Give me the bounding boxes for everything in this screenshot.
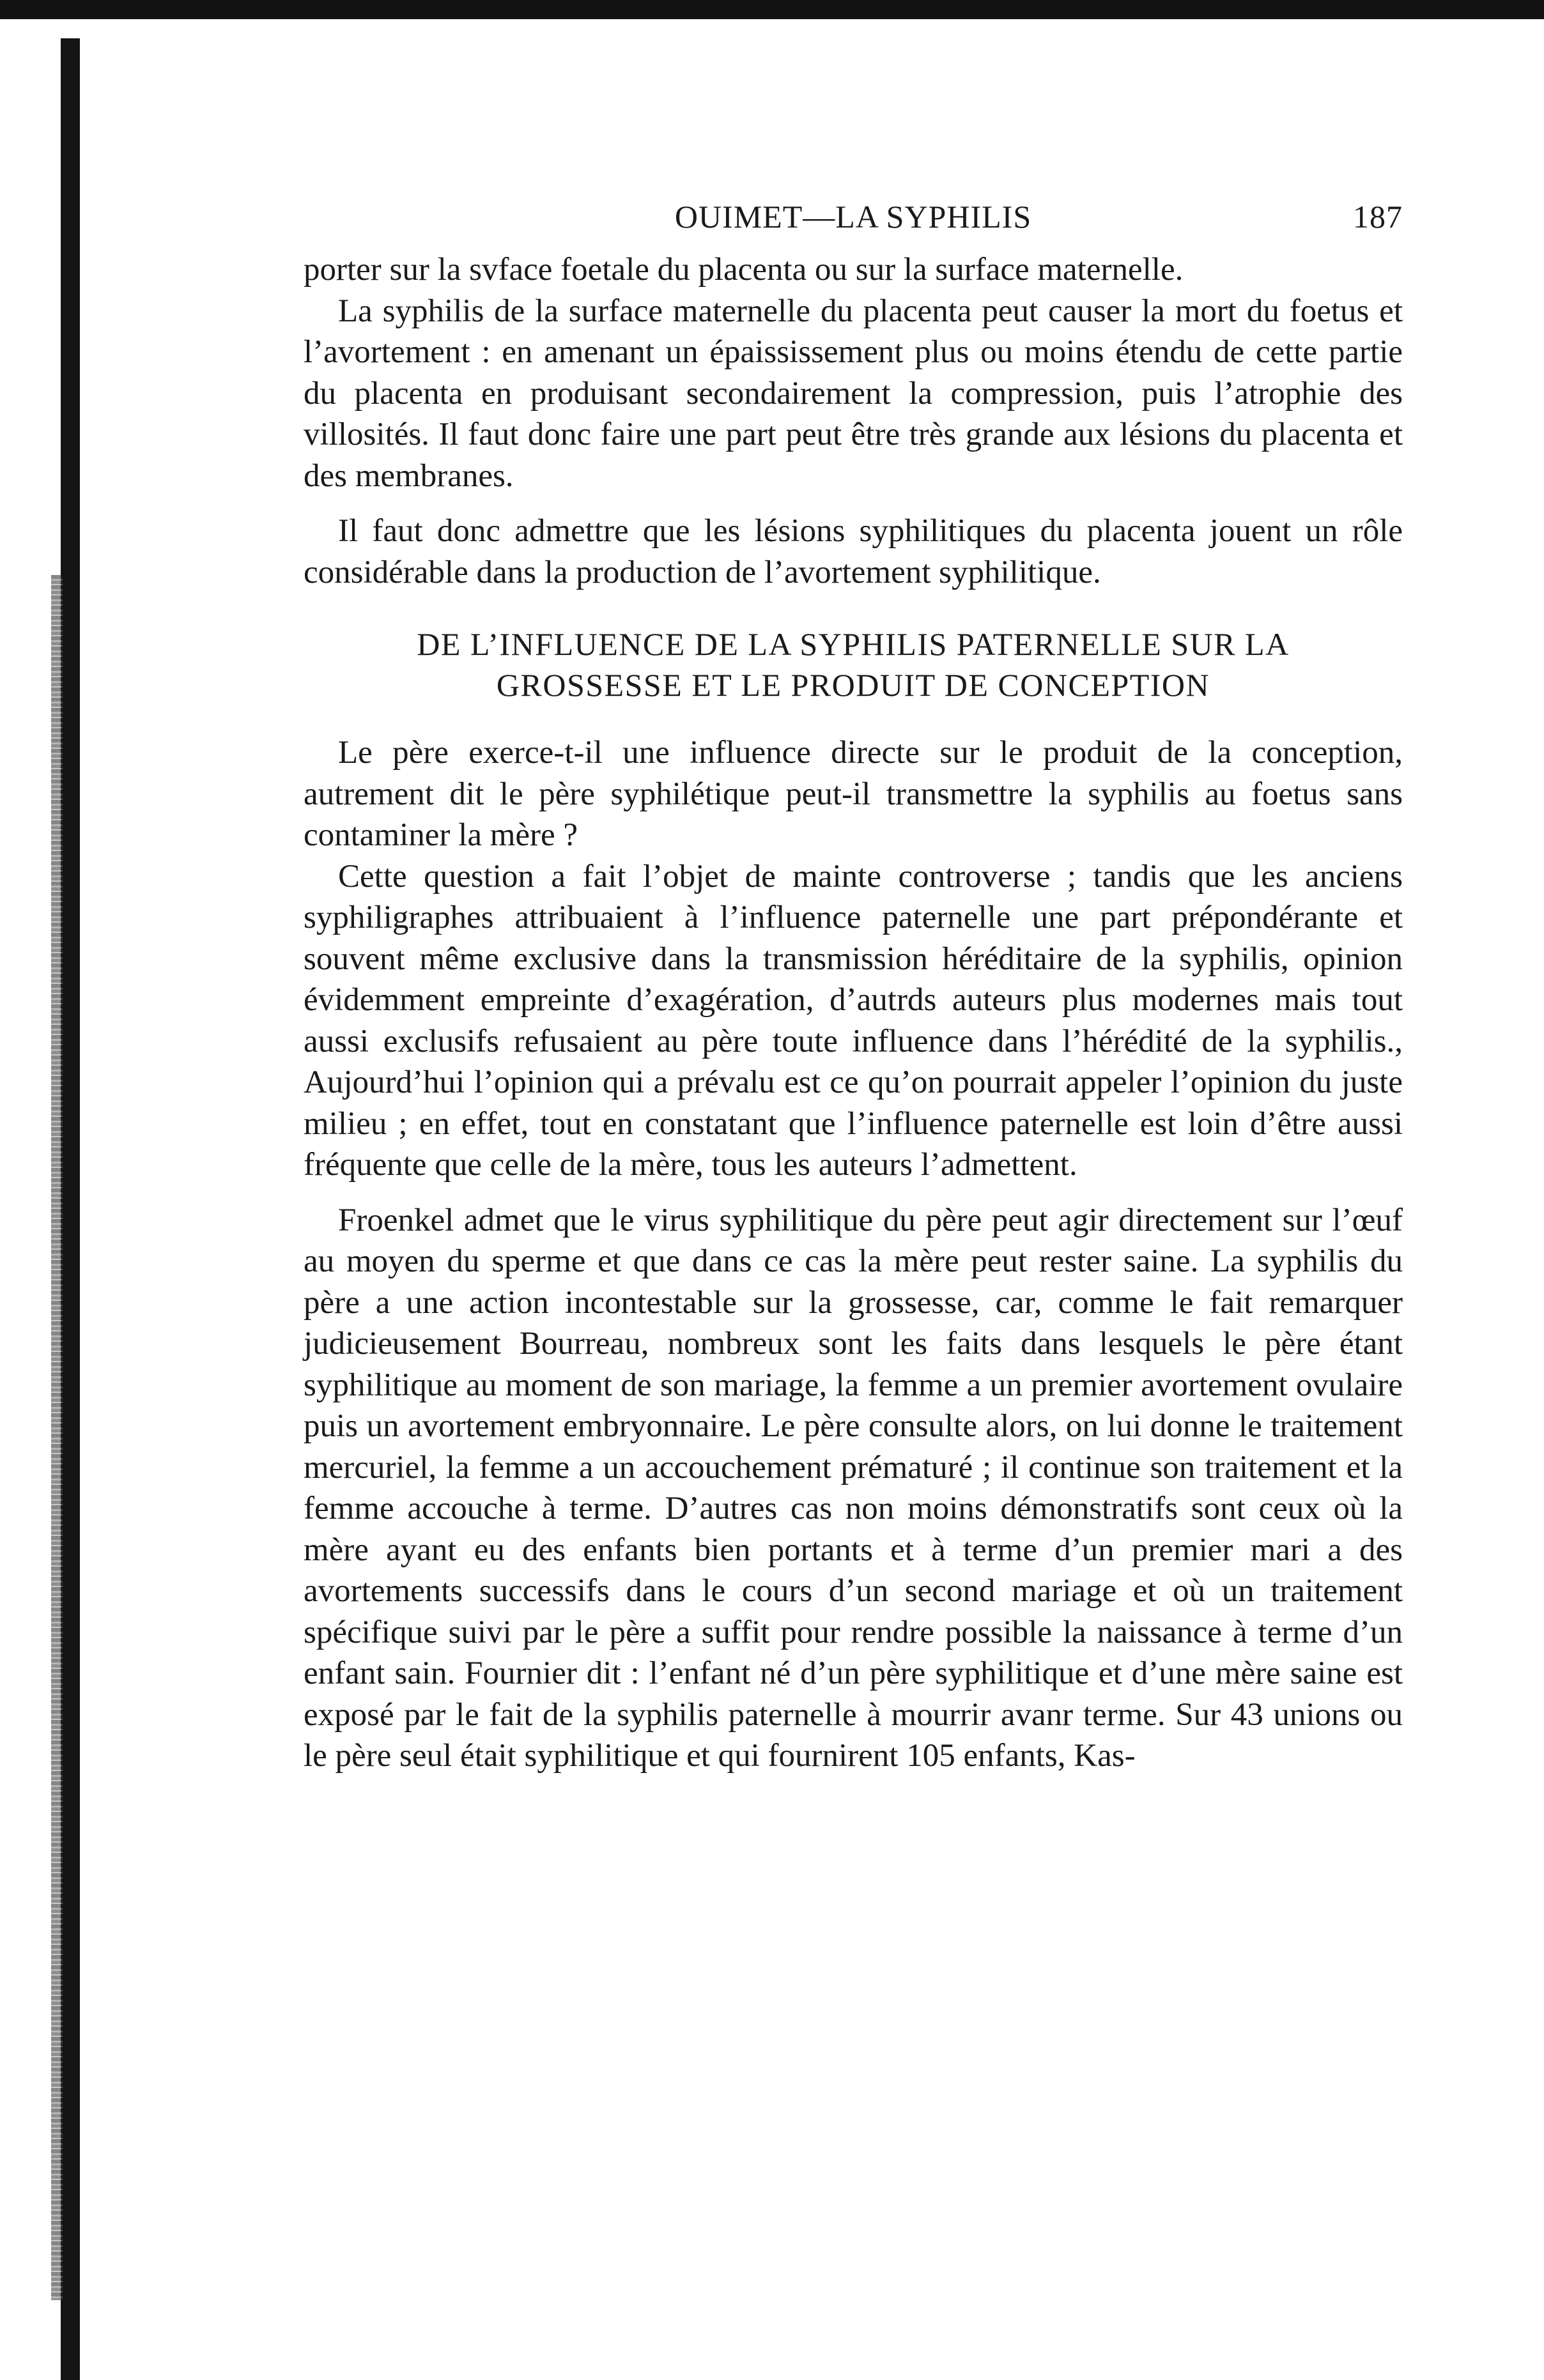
page-number: 187 [1353,199,1403,234]
paragraph-5: Cette question a fait l’objet de mainte controverse ; tandis que les anciens syphiligraphes attribuaient à l’influence paternelle une part prépondérante et souvent même exclusive dans la transmission héréditaire de la syphilis, opinion évidemment empreinte d’exagération, d’autrds auteurs plus modernes mais tout aussi exclusifs refusaient au père toute influence dans l’hérédité de la syphilis., Aujourd’hui l’opinion qui a prévalu est ce qu’on pourrait appeler l’opinion du juste milieu ; en effet, tout en constatant que l’influence paternelle est loin d’être aussi fréquente que celle de la mère, tous les auteurs l’admettent. [304,858,1403,1183]
section-heading-line-2: GROSSESSE ET LE PRODUIT DE CONCEPTION [496,667,1210,703]
paragraph-4: Le père exerce-t-il une influence directe sur le produit de la conception, autrement dit le père syphilétique peut-il transmettre la syphilis au foetus sans contaminer la mère ? [304,735,1403,853]
section-heading-line-1: DE L’INFLUENCE DE LA SYPHILIS PATERNELLE SUR LA [417,626,1290,662]
paragraph-2: La syphilis de la surface maternelle du placenta peut causer la mort du foetus et l’avortement : en amenant un épaississement plus ou moins étendu de cette partie du placenta en produisant secondairement la compression, puis l’atrophie des villosités. Il faut donc faire une part peut être très grande aux lésions du placenta et des membranes. [304,293,1403,494]
section-heading [304,624,1403,705]
scan-top-border [0,0,1544,19]
paragraph-3: Il faut donc admettre que les lésions syphilitiques du placenta jouent un rôle considérable dans la production de l’avortement syphilitique. [304,513,1403,590]
paragraph-6: Froenkel admet que le virus syphilitique du père peut agir directement sur l’œuf au moyen du sperme et que dans ce cas la mère peut rester saine. La syphilis du père a une action incontestable sur la grossesse, car, comme le fait remarquer judicieusement Bourreau, nombreux sont les faits dans lesquels le père étant syphilitique au moment de son mariage, la femme a un premier avortement ovulaire puis un avortement embryonnaire. Le père consulte alors, on lui donne le traitement mercuriel, la femme a un accouchement prématuré ; il continue son traitement et la femme accouche à terme. D’autres cas non moins démonstratifs sont ceux où la mère ayant eu des enfants bien portants et à terme d’un premier mari a des avortements successifs dans le cours d’un second mariage et où un traitement spécifique suivi par le père a suffit pour rendre possible la naissance à terme d’un enfant sain. Fournier dit : l’enfant né d’un père syphilitique et d’une mère saine est exposé par le fait de la syphilis paternelle à mourrir avanr terme. Sur 43 unions ou le père seul était syphilitique et qui fournirent 105 enfants, Kas- [304,1202,1403,1774]
running-title: OUIMET—LA SYPHILIS [674,199,1032,234]
paragraph-1: porter sur la svface foetale du placenta ou sur la surface maternelle. [304,252,1184,288]
scan-binding-texture [51,575,63,2300]
page [304,198,1403,1777]
running-head [304,198,1403,249]
scan-binding-edge [61,38,80,2380]
